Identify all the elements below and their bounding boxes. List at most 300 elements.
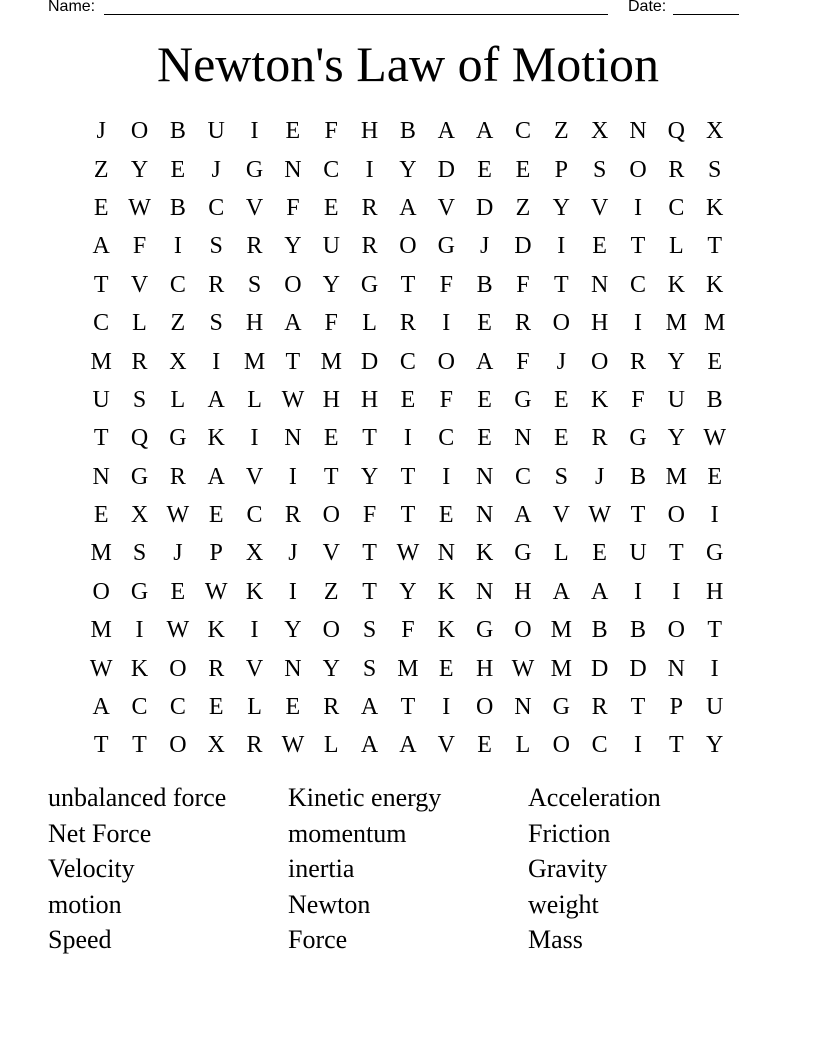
grid-letter: O <box>514 617 532 644</box>
grid-letter: V <box>322 540 340 567</box>
grid-letter: A <box>552 578 570 605</box>
grid-letter: W <box>588 502 611 529</box>
grid-row <box>82 304 734 342</box>
grid-letter: W <box>89 655 113 682</box>
grid-letter: Y <box>399 578 417 605</box>
grid-letter: M <box>665 463 687 490</box>
grid-letter: R <box>246 732 263 759</box>
grid-letter: D <box>475 194 494 221</box>
grid-letter: C <box>323 156 340 183</box>
grid-row <box>82 573 734 611</box>
grid-letter: D <box>629 655 647 682</box>
grid-letter: K <box>475 540 494 567</box>
grid-letter: C <box>131 694 148 721</box>
grid-letter: T <box>93 425 109 452</box>
grid-letter: E <box>553 425 569 452</box>
grid-letter: O <box>552 732 570 759</box>
grid-letter: R <box>591 425 608 452</box>
grid-letter: T <box>707 617 722 644</box>
grid-letter: T <box>93 271 109 298</box>
grid-row <box>82 150 734 188</box>
grid-letter: S <box>209 233 223 260</box>
grid-letter: L <box>247 694 262 721</box>
grid-letter: W <box>128 194 151 221</box>
grid-letter: A <box>399 194 417 221</box>
grid-letter: Y <box>667 348 685 375</box>
grid-letter: K <box>667 271 685 298</box>
grid-letter: A <box>284 310 302 337</box>
grid-letter: R <box>169 463 186 490</box>
grid-letter: E <box>553 386 569 413</box>
grid-letter: Y <box>322 655 340 682</box>
grid-letter: E <box>208 502 224 529</box>
grid-letter: L <box>668 233 684 260</box>
grid-letter: W <box>703 425 726 452</box>
grid-letter: V <box>245 194 264 221</box>
grid-letter: T <box>323 463 339 490</box>
grid-letter: T <box>362 540 377 567</box>
grid-letter: P <box>554 156 568 183</box>
grid-letter: C <box>93 310 110 337</box>
grid-letter: I <box>633 732 642 759</box>
grid-letter: O <box>399 233 417 260</box>
grid-letter: S <box>362 655 377 682</box>
grid-letter: S <box>707 156 722 183</box>
grid-letter: A <box>360 694 379 721</box>
grid-letter: I <box>442 463 451 490</box>
grid-letter: O <box>590 348 609 375</box>
grid-letter: A <box>207 386 225 413</box>
grid-letter: I <box>288 463 297 490</box>
grid-letter: E <box>170 156 186 183</box>
grid-letter: I <box>135 617 144 644</box>
grid-letter: Y <box>130 156 149 183</box>
word-list-item: inertia <box>288 854 355 884</box>
grid-letter: B <box>706 386 723 413</box>
grid-letter: F <box>286 194 300 221</box>
grid-row <box>82 611 734 649</box>
grid-letter: G <box>130 578 149 605</box>
grid-letter: O <box>284 271 302 298</box>
word-search-grid <box>82 112 734 765</box>
grid-letter: T <box>707 233 722 260</box>
grid-letter: O <box>92 578 110 605</box>
grid-letter: U <box>207 118 225 145</box>
grid-letter: G <box>130 463 149 490</box>
grid-letter: F <box>439 386 453 413</box>
grid-letter: O <box>629 156 647 183</box>
word-list-item: Newton <box>288 889 371 919</box>
grid-letter: P <box>209 540 223 567</box>
grid-letter: I <box>403 425 412 452</box>
grid-letter: A <box>207 463 225 490</box>
grid-letter: C <box>438 425 455 452</box>
grid-letter: H <box>360 118 379 145</box>
grid-letter: K <box>437 617 455 644</box>
grid-letter: W <box>281 732 305 759</box>
grid-letter: E <box>170 578 186 605</box>
grid-letter: Y <box>399 156 417 183</box>
grid-letter: V <box>245 655 264 682</box>
grid-letter: D <box>590 655 609 682</box>
grid-letter: R <box>208 271 225 298</box>
grid-row <box>82 496 734 534</box>
grid-row <box>82 266 734 304</box>
grid-letter: B <box>476 271 493 298</box>
grid-letter: M <box>665 310 687 337</box>
grid-letter: A <box>590 578 609 605</box>
grid-letter: I <box>250 425 259 452</box>
grid-letter: W <box>166 502 190 529</box>
grid-letter: T <box>362 425 377 452</box>
grid-letter: O <box>169 655 187 682</box>
grid-letter: J <box>479 233 490 260</box>
grid-letter: T <box>400 271 416 298</box>
grid-letter: R <box>284 502 301 529</box>
grid-letter: A <box>360 732 379 759</box>
grid-letter: M <box>550 655 572 682</box>
grid-letter: U <box>92 386 110 413</box>
grid-letter: K <box>590 386 609 413</box>
grid-row <box>82 649 734 687</box>
grid-letter: M <box>90 540 112 567</box>
grid-letter: G <box>706 540 724 567</box>
grid-letter: F <box>324 118 338 145</box>
grid-letter: G <box>514 540 532 567</box>
grid-letter: G <box>360 271 379 298</box>
grid-letter: E <box>477 156 492 183</box>
grid-letter: O <box>475 694 494 721</box>
grid-letter: F <box>516 271 530 298</box>
grid-letter: L <box>553 540 569 567</box>
grid-letter: E <box>93 194 109 221</box>
grid-letter: A <box>92 694 110 721</box>
grid-letter: Y <box>706 732 724 759</box>
grid-row <box>82 189 734 227</box>
grid-letter: I <box>710 655 719 682</box>
grid-letter: E <box>515 156 531 183</box>
grid-letter: A <box>475 348 494 375</box>
grid-letter: C <box>591 732 608 759</box>
word-list-item: momentum <box>288 818 407 848</box>
grid-letter: M <box>320 348 342 375</box>
grid-letter: F <box>631 386 645 413</box>
grid-letter: O <box>667 502 685 529</box>
grid-letter: G <box>169 425 187 452</box>
grid-letter: B <box>591 617 608 644</box>
grid-letter: N <box>284 156 302 183</box>
grid-letter: L <box>323 732 339 759</box>
grid-letter: E <box>707 463 722 490</box>
word-list-item: weight <box>528 889 599 919</box>
grid-letter: M <box>397 655 419 682</box>
grid-letter: N <box>92 463 110 490</box>
grid-letter: D <box>514 233 532 260</box>
grid-letter: C <box>629 271 646 298</box>
grid-letter: T <box>400 502 416 529</box>
grid-letter: Y <box>552 194 570 221</box>
grid-letter: Z <box>93 156 109 183</box>
grid-letter: I <box>250 118 259 145</box>
grid-letter: U <box>322 233 340 260</box>
grid-letter: Z <box>553 118 569 145</box>
grid-letter: R <box>629 348 646 375</box>
grid-letter: Y <box>667 425 685 452</box>
grid-letter: I <box>442 694 451 721</box>
grid-letter: H <box>360 386 379 413</box>
grid-letter: J <box>556 348 566 375</box>
grid-letter: M <box>90 348 112 375</box>
grid-letter: E <box>477 732 492 759</box>
grid-letter: I <box>173 233 182 260</box>
grid-letter: E <box>400 386 416 413</box>
word-list <box>48 780 768 958</box>
grid-letter: H <box>475 655 494 682</box>
grid-letter: V <box>552 502 570 529</box>
grid-letter: E <box>323 425 339 452</box>
grid-letter: E <box>323 194 339 221</box>
grid-letter: E <box>438 655 454 682</box>
grid-letter: T <box>630 233 646 260</box>
grid-letter: M <box>704 310 726 337</box>
grid-letter: G <box>514 386 532 413</box>
grid-letter: G <box>552 694 570 721</box>
grid-letter: E <box>477 425 492 452</box>
grid-row <box>82 381 734 419</box>
grid-letter: B <box>169 194 186 221</box>
grid-letter: I <box>288 578 297 605</box>
name-blank-line <box>104 14 608 15</box>
grid-letter: O <box>667 617 685 644</box>
grid-row <box>82 419 734 457</box>
grid-row <box>82 458 734 496</box>
grid-letter: N <box>590 271 609 298</box>
grid-letter: F <box>401 617 415 644</box>
grid-letter: Z <box>515 194 531 221</box>
grid-letter: C <box>169 694 186 721</box>
grid-letter: Z <box>170 310 186 337</box>
grid-letter: H <box>590 310 609 337</box>
grid-letter: F <box>439 271 453 298</box>
grid-letter: E <box>592 233 607 260</box>
word-list-item: Mass <box>528 925 583 955</box>
grid-letter: U <box>706 694 724 721</box>
grid-letter: I <box>672 578 681 605</box>
grid-letter: B <box>169 118 186 145</box>
grid-letter: B <box>629 463 646 490</box>
grid-letter: W <box>281 386 305 413</box>
grid-letter: T <box>400 694 416 721</box>
grid-letter: E <box>285 694 301 721</box>
grid-letter: K <box>706 271 724 298</box>
grid-letter: V <box>245 463 264 490</box>
grid-letter: G <box>475 617 494 644</box>
grid-letter: V <box>590 194 609 221</box>
grid-letter: H <box>322 386 340 413</box>
grid-letter: K <box>207 617 225 644</box>
grid-letter: M <box>550 617 572 644</box>
date-label: Date: <box>628 0 667 15</box>
grid-letter: G <box>245 156 264 183</box>
grid-letter: A <box>437 118 455 145</box>
header <box>48 0 748 18</box>
grid-letter: O <box>552 310 570 337</box>
grid-letter: I <box>633 310 642 337</box>
grid-letter: S <box>592 156 607 183</box>
word-list-item: Velocity <box>48 854 135 884</box>
grid-letter: E <box>477 386 492 413</box>
word-list-column <box>528 780 768 958</box>
grid-letter: J <box>211 156 221 183</box>
grid-letter: L <box>247 386 262 413</box>
grid-letter: N <box>514 694 532 721</box>
grid-letter: K <box>207 425 225 452</box>
grid-letter: R <box>323 694 340 721</box>
grid-letter: A <box>475 118 494 145</box>
word-list-item: unbalanced force <box>48 783 227 812</box>
grid-letter: E <box>285 118 301 145</box>
grid-letter: L <box>362 310 377 337</box>
grid-letter: F <box>362 502 377 529</box>
grid-row <box>82 688 734 726</box>
grid-letter: M <box>243 348 266 375</box>
grid-letter: T <box>630 502 646 529</box>
grid-letter: H <box>514 578 532 605</box>
grid-row <box>82 726 734 764</box>
grid-letter: N <box>514 425 532 452</box>
grid-letter: H <box>706 578 724 605</box>
grid-letter: I <box>212 348 221 375</box>
grid-letter: O <box>437 348 455 375</box>
word-list-item: Net Force <box>48 818 152 848</box>
word-list-item: motion <box>48 889 122 919</box>
grid-letter: Y <box>284 233 302 260</box>
word-list-column <box>288 780 528 958</box>
grid-letter: W <box>396 540 420 567</box>
grid-letter: A <box>92 233 110 260</box>
grid-letter: X <box>245 540 264 567</box>
grid-letter: O <box>130 118 149 145</box>
grid-letter: K <box>706 194 724 221</box>
word-list-item: Force <box>288 925 348 955</box>
grid-letter: Q <box>667 118 685 145</box>
grid-letter: T <box>668 540 684 567</box>
grid-letter: G <box>437 233 455 260</box>
grid-letter: J <box>288 540 298 567</box>
grid-letter: R <box>361 233 378 260</box>
grid-letter: Z <box>323 578 339 605</box>
grid-letter: W <box>166 617 190 644</box>
grid-letter: T <box>285 348 301 375</box>
grid-letter: J <box>173 540 183 567</box>
grid-letter: R <box>131 348 148 375</box>
grid-letter: E <box>93 502 109 529</box>
grid-letter: S <box>132 540 147 567</box>
word-list-item: Kinetic energy <box>288 783 442 812</box>
grid-letter: S <box>554 463 568 490</box>
grid-letter: N <box>475 463 494 490</box>
grid-letter: W <box>511 655 535 682</box>
grid-letter: T <box>93 732 109 759</box>
grid-row <box>82 342 734 380</box>
grid-letter: P <box>669 694 683 721</box>
grid-letter: I <box>633 194 642 221</box>
grid-letter: N <box>475 502 494 529</box>
grid-letter: T <box>630 694 646 721</box>
grid-letter: E <box>477 310 492 337</box>
grid-letter: S <box>209 310 223 337</box>
grid-row <box>82 534 734 572</box>
word-list-item: Speed <box>48 925 112 955</box>
grid-letter: K <box>130 655 149 682</box>
grid-letter: I <box>633 578 642 605</box>
grid-letter: N <box>284 425 302 452</box>
grid-letter: Y <box>322 271 340 298</box>
grid-letter: L <box>170 386 186 413</box>
grid-letter: D <box>360 348 379 375</box>
grid-letter: R <box>514 310 531 337</box>
grid-row <box>82 227 734 265</box>
grid-letter: X <box>130 502 149 529</box>
grid-letter: O <box>169 732 187 759</box>
grid-letter: E <box>208 694 224 721</box>
grid-letter: N <box>667 655 685 682</box>
word-list-item: Friction <box>528 818 611 848</box>
grid-letter: I <box>442 310 451 337</box>
grid-letter: R <box>591 694 608 721</box>
grid-letter: U <box>629 540 647 567</box>
grid-row <box>82 112 734 150</box>
name-label: Name: <box>48 0 96 15</box>
grid-letter: T <box>400 463 416 490</box>
grid-letter: R <box>361 194 378 221</box>
grid-letter: I <box>250 617 259 644</box>
grid-letter: K <box>437 578 455 605</box>
grid-letter: F <box>516 348 530 375</box>
grid-letter: C <box>208 194 225 221</box>
grid-letter: F <box>132 233 147 260</box>
grid-letter: A <box>399 732 417 759</box>
grid-letter: X <box>706 118 724 145</box>
grid-letter: B <box>629 617 646 644</box>
grid-letter: L <box>132 310 147 337</box>
grid-letter: I <box>557 233 566 260</box>
grid-letter: S <box>362 617 377 644</box>
page-title: Newton's Law of Motion <box>156 36 659 92</box>
date-blank-line <box>673 14 739 15</box>
grid-letter: F <box>324 310 338 337</box>
grid-letter: C <box>246 502 263 529</box>
grid-letter: E <box>438 502 454 529</box>
grid-letter: C <box>514 463 531 490</box>
grid-letter: Y <box>284 617 302 644</box>
grid-letter: Y <box>360 463 379 490</box>
grid-letter: V <box>437 194 455 221</box>
grid-letter: E <box>592 540 607 567</box>
grid-letter: L <box>515 732 531 759</box>
grid-letter: G <box>629 425 647 452</box>
grid-letter: R <box>399 310 416 337</box>
grid-letter: C <box>514 118 531 145</box>
grid-letter: R <box>668 156 685 183</box>
grid-letter: U <box>667 386 685 413</box>
grid-letter: C <box>668 194 685 221</box>
grid-letter: V <box>437 732 455 759</box>
grid-letter: N <box>475 578 494 605</box>
grid-letter: X <box>169 348 187 375</box>
word-list-item: Gravity <box>528 854 608 884</box>
grid-letter: X <box>590 118 609 145</box>
